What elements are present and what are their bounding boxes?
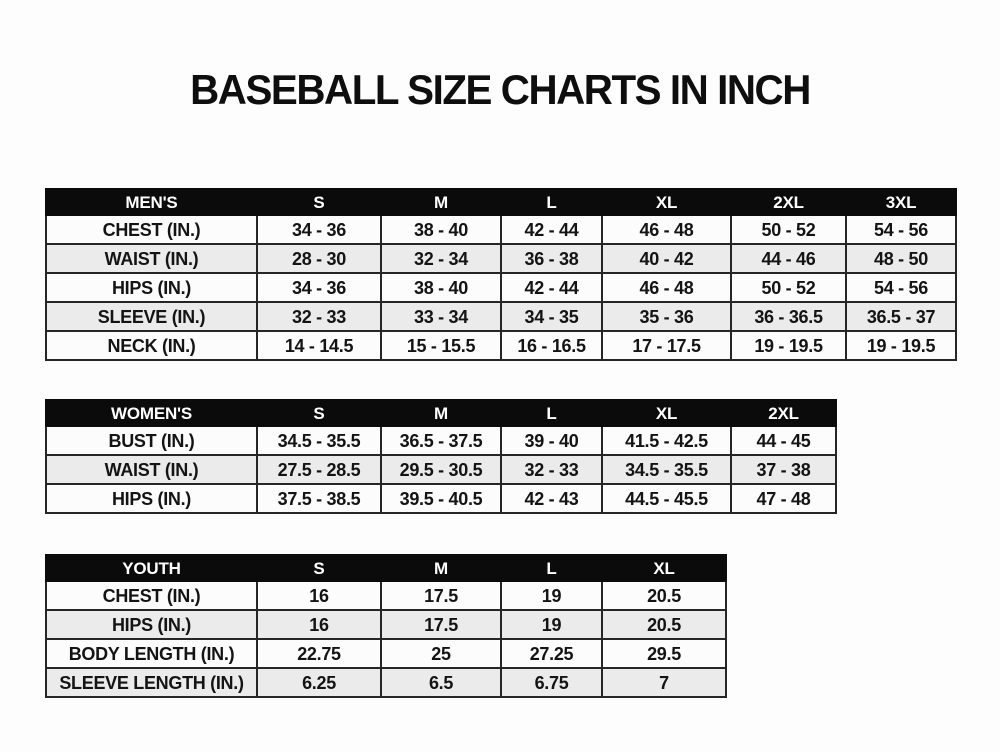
size-value: 34 - 36 xyxy=(257,215,381,244)
size-value: 42 - 44 xyxy=(501,273,602,302)
measurement-label: HIPS (IN.) xyxy=(46,610,257,639)
size-value: 50 - 52 xyxy=(731,273,846,302)
size-value: 37 - 38 xyxy=(731,455,836,484)
size-value: 27.5 - 28.5 xyxy=(257,455,381,484)
size-value: 36.5 - 37 xyxy=(846,302,956,331)
size-value: 32 - 33 xyxy=(257,302,381,331)
size-value: 36 - 38 xyxy=(501,244,602,273)
size-column-header: M xyxy=(381,555,501,581)
size-column-header: S xyxy=(257,400,381,426)
mens-table xyxy=(45,188,957,361)
measurement-row xyxy=(46,610,726,639)
measurement-row xyxy=(46,639,726,668)
size-column-header: 2XL xyxy=(731,400,836,426)
size-column-header: L xyxy=(501,400,602,426)
size-value: 27.25 xyxy=(501,639,602,668)
measurement-label: HIPS (IN.) xyxy=(46,273,257,302)
mens-size-chart xyxy=(45,188,957,361)
size-value: 19 - 19.5 xyxy=(846,331,956,360)
size-value: 35 - 36 xyxy=(602,302,731,331)
size-column-header: S xyxy=(257,189,381,215)
measurement-row xyxy=(46,244,956,273)
size-value: 17.5 xyxy=(381,610,501,639)
size-column-header: XL xyxy=(602,400,731,426)
measurement-label: WAIST (IN.) xyxy=(46,244,257,273)
size-value: 40 - 42 xyxy=(602,244,731,273)
measurement-row xyxy=(46,215,956,244)
size-value: 34 - 35 xyxy=(501,302,602,331)
size-value: 38 - 40 xyxy=(381,273,501,302)
measurement-label: SLEEVE LENGTH (IN.) xyxy=(46,668,257,697)
size-column-header: XL xyxy=(602,189,731,215)
size-value: 28 - 30 xyxy=(257,244,381,273)
size-value: 44.5 - 45.5 xyxy=(602,484,731,513)
size-value: 19 - 19.5 xyxy=(731,331,846,360)
measurement-row xyxy=(46,273,956,302)
size-value: 46 - 48 xyxy=(602,215,731,244)
measurement-row xyxy=(46,668,726,697)
size-value: 16 xyxy=(257,581,381,610)
size-value: 44 - 46 xyxy=(731,244,846,273)
size-value: 34 - 36 xyxy=(257,273,381,302)
size-value: 32 - 34 xyxy=(381,244,501,273)
size-column-header: S xyxy=(257,555,381,581)
size-value: 29.5 xyxy=(602,639,726,668)
size-value: 54 - 56 xyxy=(846,215,956,244)
size-value: 38 - 40 xyxy=(381,215,501,244)
measurement-label: WAIST (IN.) xyxy=(46,455,257,484)
measurement-label: CHEST (IN.) xyxy=(46,215,257,244)
size-value: 6.5 xyxy=(381,668,501,697)
measurement-label: NECK (IN.) xyxy=(46,331,257,360)
womens-table xyxy=(45,399,837,514)
header-row xyxy=(46,189,956,215)
womens-size-chart xyxy=(45,399,837,514)
size-value: 39.5 - 40.5 xyxy=(381,484,501,513)
size-column-header: M xyxy=(381,400,501,426)
size-value: 17 - 17.5 xyxy=(602,331,731,360)
page-title: BASEBALL SIZE CHARTS IN INCH xyxy=(190,66,810,113)
size-value: 33 - 34 xyxy=(381,302,501,331)
size-value: 34.5 - 35.5 xyxy=(602,455,731,484)
size-value: 14 - 14.5 xyxy=(257,331,381,360)
size-value: 41.5 - 42.5 xyxy=(602,426,731,455)
size-value: 42 - 44 xyxy=(501,215,602,244)
youth-size-chart xyxy=(45,554,727,698)
size-column-header: L xyxy=(501,189,602,215)
measurement-row xyxy=(46,302,956,331)
header-row xyxy=(46,555,726,581)
size-value: 32 - 33 xyxy=(501,455,602,484)
size-value: 20.5 xyxy=(602,581,726,610)
size-value: 6.25 xyxy=(257,668,381,697)
measurement-row xyxy=(46,581,726,610)
measurement-row xyxy=(46,331,956,360)
size-column-header: M xyxy=(381,189,501,215)
size-value: 44 - 45 xyxy=(731,426,836,455)
size-value: 42 - 43 xyxy=(501,484,602,513)
size-value: 25 xyxy=(381,639,501,668)
size-column-header: L xyxy=(501,555,602,581)
measurement-label: BODY LENGTH (IN.) xyxy=(46,639,257,668)
size-value: 54 - 56 xyxy=(846,273,956,302)
size-column-header: XL xyxy=(602,555,726,581)
size-value: 36.5 - 37.5 xyxy=(381,426,501,455)
size-column-header: 3XL xyxy=(846,189,956,215)
size-value: 17.5 xyxy=(381,581,501,610)
size-value: 29.5 - 30.5 xyxy=(381,455,501,484)
size-value: 46 - 48 xyxy=(602,273,731,302)
size-value: 22.75 xyxy=(257,639,381,668)
size-value: 47 - 48 xyxy=(731,484,836,513)
size-value: 6.75 xyxy=(501,668,602,697)
measurement-label: BUST (IN.) xyxy=(46,426,257,455)
size-value: 16 xyxy=(257,610,381,639)
measurement-row xyxy=(46,426,836,455)
youth-group-label: YOUTH xyxy=(46,555,257,581)
youth-table xyxy=(45,554,727,698)
measurement-label: SLEEVE (IN.) xyxy=(46,302,257,331)
size-value: 39 - 40 xyxy=(501,426,602,455)
measurement-row xyxy=(46,455,836,484)
measurement-label: HIPS (IN.) xyxy=(46,484,257,513)
size-value: 19 xyxy=(501,581,602,610)
size-value: 34.5 - 35.5 xyxy=(257,426,381,455)
size-value: 15 - 15.5 xyxy=(381,331,501,360)
measurement-label: CHEST (IN.) xyxy=(46,581,257,610)
size-value: 36 - 36.5 xyxy=(731,302,846,331)
size-value: 7 xyxy=(602,668,726,697)
size-value: 20.5 xyxy=(602,610,726,639)
size-value: 19 xyxy=(501,610,602,639)
size-value: 48 - 50 xyxy=(846,244,956,273)
size-value: 16 - 16.5 xyxy=(501,331,602,360)
measurement-row xyxy=(46,484,836,513)
size-value: 37.5 - 38.5 xyxy=(257,484,381,513)
mens-group-label: MEN'S xyxy=(46,189,257,215)
size-value: 50 - 52 xyxy=(731,215,846,244)
size-column-header: 2XL xyxy=(731,189,846,215)
womens-group-label: WOMEN'S xyxy=(46,400,257,426)
header-row xyxy=(46,400,836,426)
